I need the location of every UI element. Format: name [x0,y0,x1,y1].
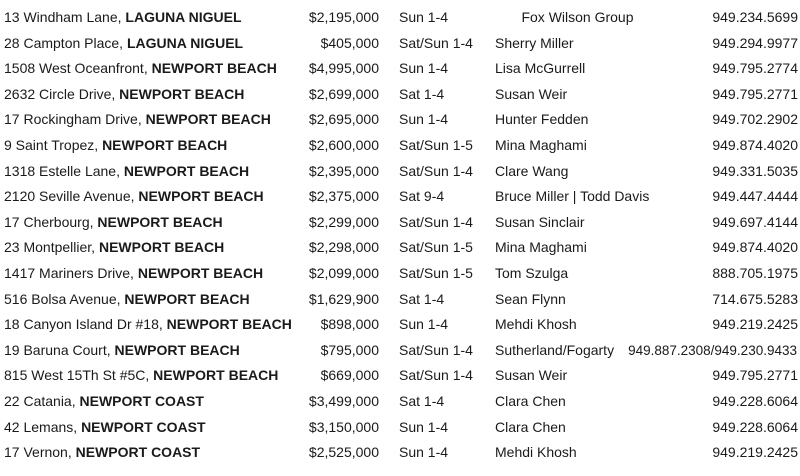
listing-agent: Mehdi Khosh [495,444,577,461]
listing-row [0,184,800,210]
listing-agent: Fox Wilson Group [521,9,634,25]
listing-address [4,31,243,57]
listing-street: 18 Canyon Island Dr #18, [4,316,167,333]
listing-street: 815 West 15Th St #5C, [4,367,154,384]
listing-row [0,338,800,364]
listing-price: $2,298,000 [308,239,379,256]
listing-price: $2,699,000 [308,85,379,102]
agent-phone: 888.705.1975 [712,264,798,281]
listing-price: $405,000 [320,34,379,51]
listing-street: 19 Baruna Court, [4,341,115,358]
listing-price: $669,000 [320,367,379,384]
listing-street: 2120 Seville Avenue, [4,188,139,205]
listing-price: $2,695,000 [308,111,379,128]
listing-street: 17 Rockingham Drive, [4,111,146,128]
agent-phone: 949.331.5035 [712,162,798,179]
listing-city: NEWPORT BEACH [123,162,250,179]
listing-city: NEWPORT COAST [75,444,201,461]
listing-street: 42 Lemans, [4,418,82,435]
listing-address [4,363,278,389]
open-house-time: Sun 1-4 [399,418,449,435]
listing-agent: Lisa McGurrell [495,60,586,77]
agent-phone: 949.702.2902 [712,111,798,128]
listing-row [0,415,800,441]
listing-address [4,389,204,415]
listing-row [0,440,800,466]
listing-price: $2,195,000 [308,9,379,25]
listing-price: $2,375,000 [308,188,379,205]
agent-phone: 949.447.4444 [712,188,798,205]
listing-agent: Sean Flynn [495,290,566,307]
listing-street: 13 Windham Lane, [4,9,126,25]
open-house-time: Sat 1-4 [399,392,445,409]
listing-price: $2,299,000 [308,213,379,230]
listing-agent: Sutherland/Fogarty [495,341,615,358]
listing-city: LAGUNA NIGUEL [126,34,244,51]
listing-agent: Mina Maghami [495,239,587,256]
listing-price: $4,995,000 [308,60,379,77]
agent-phone: 949.234.5699 [712,9,798,25]
listing-city: LAGUNA NIGUEL [125,9,242,25]
listing-row [0,363,800,389]
listing-agent: Clare Wang [495,162,569,179]
open-house-time: Sat/Sun 1-5 [399,264,473,281]
listing-agent: Bruce Miller | Todd Davis [495,188,650,205]
listing-address [4,184,264,210]
listing-city: NEWPORT BEACH [98,239,225,256]
listing-price: $1,629,900 [308,290,379,307]
listing-address [4,107,271,133]
open-house-time: Sat/Sun 1-4 [399,367,473,384]
listing-price: $3,499,000 [308,392,379,409]
listing-agent: Clara Chen [495,418,566,435]
listing-street: 1318 Estelle Lane, [4,162,124,179]
listing-city: NEWPORT BEACH [151,60,277,77]
listing-row [0,235,800,261]
listing-city: NEWPORT BEACH [97,213,223,230]
listing-row [0,287,800,313]
listing-city: NEWPORT BEACH [124,290,250,307]
listing-agent: Mina Maghami [495,136,587,153]
open-house-time: Sat 1-4 [399,85,445,102]
listing-city: NEWPORT BEACH [137,264,264,281]
listing-row [0,82,800,108]
open-house-time: Sun 1-4 [399,444,449,461]
listing-street: 17 Cherbourg, [4,213,98,230]
open-house-time: Sun 1-4 [399,9,449,25]
listing-street: 9 Saint Tropez, [4,136,103,153]
listing-address [4,210,223,236]
listing-price: $2,395,000 [308,162,379,179]
listing-address [4,56,277,82]
open-house-time: Sun 1-4 [399,111,449,128]
listing-row [0,210,800,236]
open-house-time: Sat/Sun 1-5 [399,136,473,153]
open-house-time: Sun 1-4 [399,60,449,77]
listing-address [4,338,240,364]
listing-city: NEWPORT BEACH [138,188,264,205]
listing-street: 516 Bolsa Avenue, [4,290,125,307]
agent-phone: 949.294.9977 [712,34,798,51]
listing-row [0,5,800,31]
open-house-time: Sun 1-4 [399,316,449,333]
listing-city: NEWPORT COAST [79,392,204,409]
listing-agent: Mehdi Khosh [495,316,577,333]
listing-city: NEWPORT BEACH [145,111,271,128]
agent-phone: 949.874.4020 [712,239,798,256]
listing-address [4,415,206,441]
agent-phone: 949.697.4144 [712,213,798,230]
open-house-time: Sat 9-4 [399,188,445,205]
agent-phone: 949.795.2774 [712,60,798,77]
listing-street: 28 Campton Place, [4,34,127,51]
listing-address [4,312,292,338]
listing-street: 2632 Circle Drive, [4,85,120,102]
listing-city: NEWPORT BEACH [102,136,228,153]
open-house-time: Sat 1-4 [399,290,445,307]
open-house-time: Sat/Sun 1-4 [399,213,473,230]
listing-price: $3,150,000 [308,418,379,435]
agent-phone: 949.887.2308/949.230.9433 [628,342,797,358]
listing-price: $2,600,000 [308,136,379,153]
listing-price: $2,099,000 [308,264,379,281]
listing-address [4,235,224,261]
agent-phone: 949.795.2771 [712,85,798,102]
agent-phone: 949.874.4020 [712,136,798,153]
listing-row [0,31,800,57]
listing-street: 22 Catania, [4,392,80,409]
listing-price: $2,525,000 [308,444,379,461]
listing-row [0,133,800,159]
listing-agent: Clara Chen [495,392,566,409]
listing-agent: Susan Sinclair [495,213,585,230]
listing-city: NEWPORT BEACH [166,316,292,333]
listing-address [4,133,227,159]
listing-row [0,312,800,338]
open-house-time: Sat/Sun 1-4 [399,162,473,179]
listing-city: NEWPORT BEACH [119,85,245,102]
listing-city: NEWPORT BEACH [114,341,240,358]
open-house-time: Sat/Sun 1-4 [399,34,473,51]
open-house-time: Sat/Sun 1-5 [399,239,473,256]
listing-row [0,56,800,82]
listing-row [0,107,800,133]
listing-agent: Tom Szulga [495,264,569,281]
listing-address [4,287,250,313]
agent-phone: 949.228.6064 [712,418,798,435]
listing-address [4,440,200,466]
listing-city: NEWPORT COAST [81,418,206,435]
listing-row [0,389,800,415]
listing-street: 1508 West Oceanfront, [4,60,152,77]
agent-phone: 949.228.6064 [712,392,798,409]
open-house-time: Sat/Sun 1-4 [399,341,473,358]
listing-agent: Susan Weir [495,85,568,102]
listing-price: $898,000 [320,316,379,333]
listing-address [4,159,249,185]
listing-agent: Hunter Fedden [495,111,589,128]
agent-phone: 714.675.5283 [712,290,798,307]
open-house-listing-table [0,5,800,476]
listing-agent: Sherry Miller [495,34,574,51]
agent-phone: 949.219.2425 [712,444,798,461]
listing-address [4,82,244,108]
listing-street: 1417 Mariners Drive, [4,264,138,281]
listing-price: $795,000 [320,341,379,358]
listing-agent: Susan Weir [495,367,568,384]
agent-phone: 949.219.2425 [712,316,798,333]
listing-row [0,159,800,185]
listing-city: NEWPORT BEACH [153,367,279,384]
listing-row [0,261,800,287]
listing-street: 17 Vernon, [4,444,76,461]
listing-address [4,261,263,287]
listing-street: 23 Montpellier, [4,239,99,256]
agent-phone: 949.795.2771 [712,367,798,384]
listing-address [4,5,242,31]
